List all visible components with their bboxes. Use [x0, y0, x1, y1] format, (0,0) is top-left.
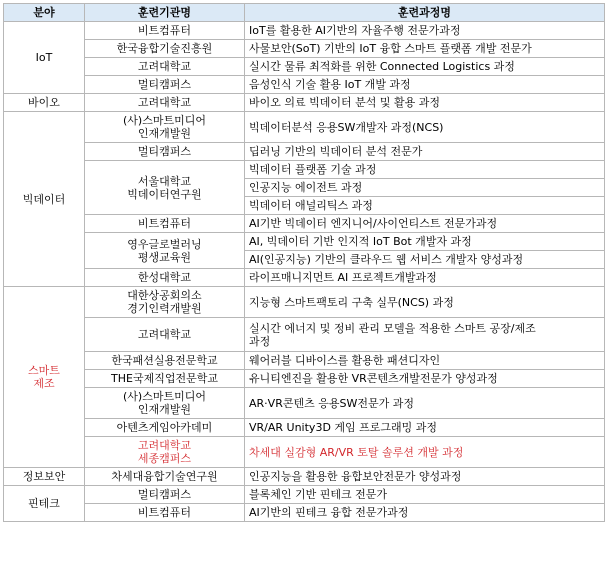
- field-cell-fintech: 핀테크: [4, 486, 85, 522]
- org-line: 대한상공회의소: [127, 289, 202, 302]
- field-cell-bio: 바이오: [4, 94, 85, 112]
- table-row: [4, 161, 605, 179]
- table-row: [4, 486, 605, 504]
- table-header-row: [4, 4, 605, 22]
- org-cell: 비트컴퓨터: [85, 22, 245, 40]
- org-cell: 멀티캠퍼스: [85, 76, 245, 94]
- header-field: 분야: [4, 4, 85, 22]
- field-cell-security: 정보보안: [4, 468, 85, 486]
- table-row: [4, 94, 605, 112]
- table-row: [4, 370, 605, 388]
- table-row: [4, 437, 605, 468]
- org-line: 고려대학교: [137, 439, 192, 452]
- org-cell: 고려대학교: [85, 94, 245, 112]
- course-cell: 인공지능 에이전트 과정: [245, 179, 605, 197]
- course-cell: AI기반의 핀테크 융합 전문가과정: [245, 504, 605, 522]
- org-cell: 고려대학교: [85, 318, 245, 352]
- table-row: [4, 388, 605, 419]
- table-row: [4, 287, 605, 318]
- org-line: 세종캠퍼스: [137, 452, 192, 465]
- table-row: [4, 143, 605, 161]
- org-line: 빅데이터연구원: [127, 187, 202, 201]
- org-cell: 고려대학교: [85, 58, 245, 76]
- course-cell-highlight: 차세대 실감형 AR/VR 토탈 솔루션 개발 과정: [245, 437, 605, 468]
- course-cell: 블록체인 기반 핀테크 전문가: [245, 486, 605, 504]
- org-cell: [85, 287, 245, 318]
- table-row: [4, 318, 605, 352]
- field-line: 스마트: [28, 364, 60, 377]
- course-cell: 유니티엔진을 활용한 VR콘텐츠개발전문가 양성과정: [245, 370, 605, 388]
- course-cell: 인공지능을 활용한 융합보안전문가 양성과정: [245, 468, 605, 486]
- course-cell: 빅데이터 플랫폼 기술 과정: [245, 161, 605, 179]
- course-cell: AI, 빅데이터 기반 인지적 IoT Bot 개발자 과정: [245, 233, 605, 251]
- course-cell: 라이프매니지먼트 AI 프로젝트개발과정: [245, 269, 605, 287]
- course-cell: AI기반 빅데이터 엔지니어/사이언티스트 전문가과정: [245, 215, 605, 233]
- table-row: [4, 269, 605, 287]
- field-cell-smart-manufacturing: [4, 287, 85, 468]
- org-cell: 한국융합기술진흥원: [85, 40, 245, 58]
- course-cell: IoT를 활용한 AI기반의 자율주행 전문가과정: [245, 22, 605, 40]
- course-cell: AI(인공지능) 기반의 클라우드 웹 서비스 개발자 양성과정: [245, 251, 605, 269]
- field-cell-iot: IoT: [4, 22, 85, 94]
- field-line: 제조: [33, 377, 55, 390]
- org-cell: 비트컴퓨터: [85, 215, 245, 233]
- org-line: 인재개발원: [137, 403, 192, 416]
- org-cell-highlight: [85, 437, 245, 468]
- course-cell: 실시간 물류 최적화를 위한 Connected Logistics 과정: [245, 58, 605, 76]
- org-cell: [85, 161, 245, 215]
- header-org: 훈련기관명: [85, 4, 245, 22]
- org-line: 인재개발원: [137, 127, 192, 140]
- org-cell: 아텐츠게임아카데미: [85, 419, 245, 437]
- table-row: [4, 419, 605, 437]
- table-row: [4, 58, 605, 76]
- course-cell: [245, 318, 605, 352]
- org-cell: THE국제직업전문학교: [85, 370, 245, 388]
- org-cell: 한성대학교: [85, 269, 245, 287]
- org-cell: [85, 233, 245, 269]
- table-row: [4, 40, 605, 58]
- org-line: 평생교육원: [137, 250, 192, 264]
- training-course-table: [3, 3, 605, 522]
- course-cell: 사물보안(SoT) 기반의 IoT 융합 스마트 플랫폼 개발 전문가: [245, 40, 605, 58]
- org-cell: 한국패션실용전문학교: [85, 352, 245, 370]
- course-line: 실시간 에너지 및 정비 관리 모델을 적용한 스마트 공장/제조: [249, 321, 536, 335]
- course-cell: AR·VR콘텐츠 응용SW전문가 과정: [245, 388, 605, 419]
- course-cell: 웨어러블 디바이스를 활용한 패션디자인: [245, 352, 605, 370]
- course-cell: 지능형 스마트팩토리 구축 실무(NCS) 과정: [245, 287, 605, 318]
- org-cell: 멀티캠퍼스: [85, 486, 245, 504]
- table-row: [4, 468, 605, 486]
- org-cell: [85, 112, 245, 143]
- course-cell: 바이오 의료 빅데이터 분석 및 활용 과정: [245, 94, 605, 112]
- table-row: [4, 22, 605, 40]
- org-line: 영우글로벌러닝: [127, 237, 202, 251]
- table-row: [4, 233, 605, 251]
- table-row: [4, 352, 605, 370]
- course-line: 과정: [249, 334, 271, 348]
- org-line: (사)스마트미디어: [123, 390, 206, 403]
- org-line: 경기인력개발원: [127, 302, 202, 315]
- table-row: [4, 76, 605, 94]
- course-cell: 빅데이터 애널리틱스 과정: [245, 197, 605, 215]
- field-cell-bigdata: 빅데이터: [4, 112, 85, 287]
- course-cell: VR/AR Unity3D 게임 프로그래밍 과정: [245, 419, 605, 437]
- org-line: 서울대학교: [137, 174, 192, 188]
- course-cell: 음성인식 기술 활용 IoT 개발 과정: [245, 76, 605, 94]
- org-cell: [85, 388, 245, 419]
- org-line: (사)스마트미디어: [123, 114, 206, 127]
- org-cell: 멀티캠퍼스: [85, 143, 245, 161]
- header-course: 훈련과정명: [245, 4, 605, 22]
- org-cell: 차세대융합기술연구원: [85, 468, 245, 486]
- table-row: [4, 112, 605, 143]
- course-cell: 딥러닝 기반의 빅데이터 분석 전문가: [245, 143, 605, 161]
- table-row: [4, 215, 605, 233]
- org-cell: 비트컴퓨터: [85, 504, 245, 522]
- table-row: [4, 504, 605, 522]
- course-cell: 빅데이터분석 응용SW개발자 과정(NCS): [245, 112, 605, 143]
